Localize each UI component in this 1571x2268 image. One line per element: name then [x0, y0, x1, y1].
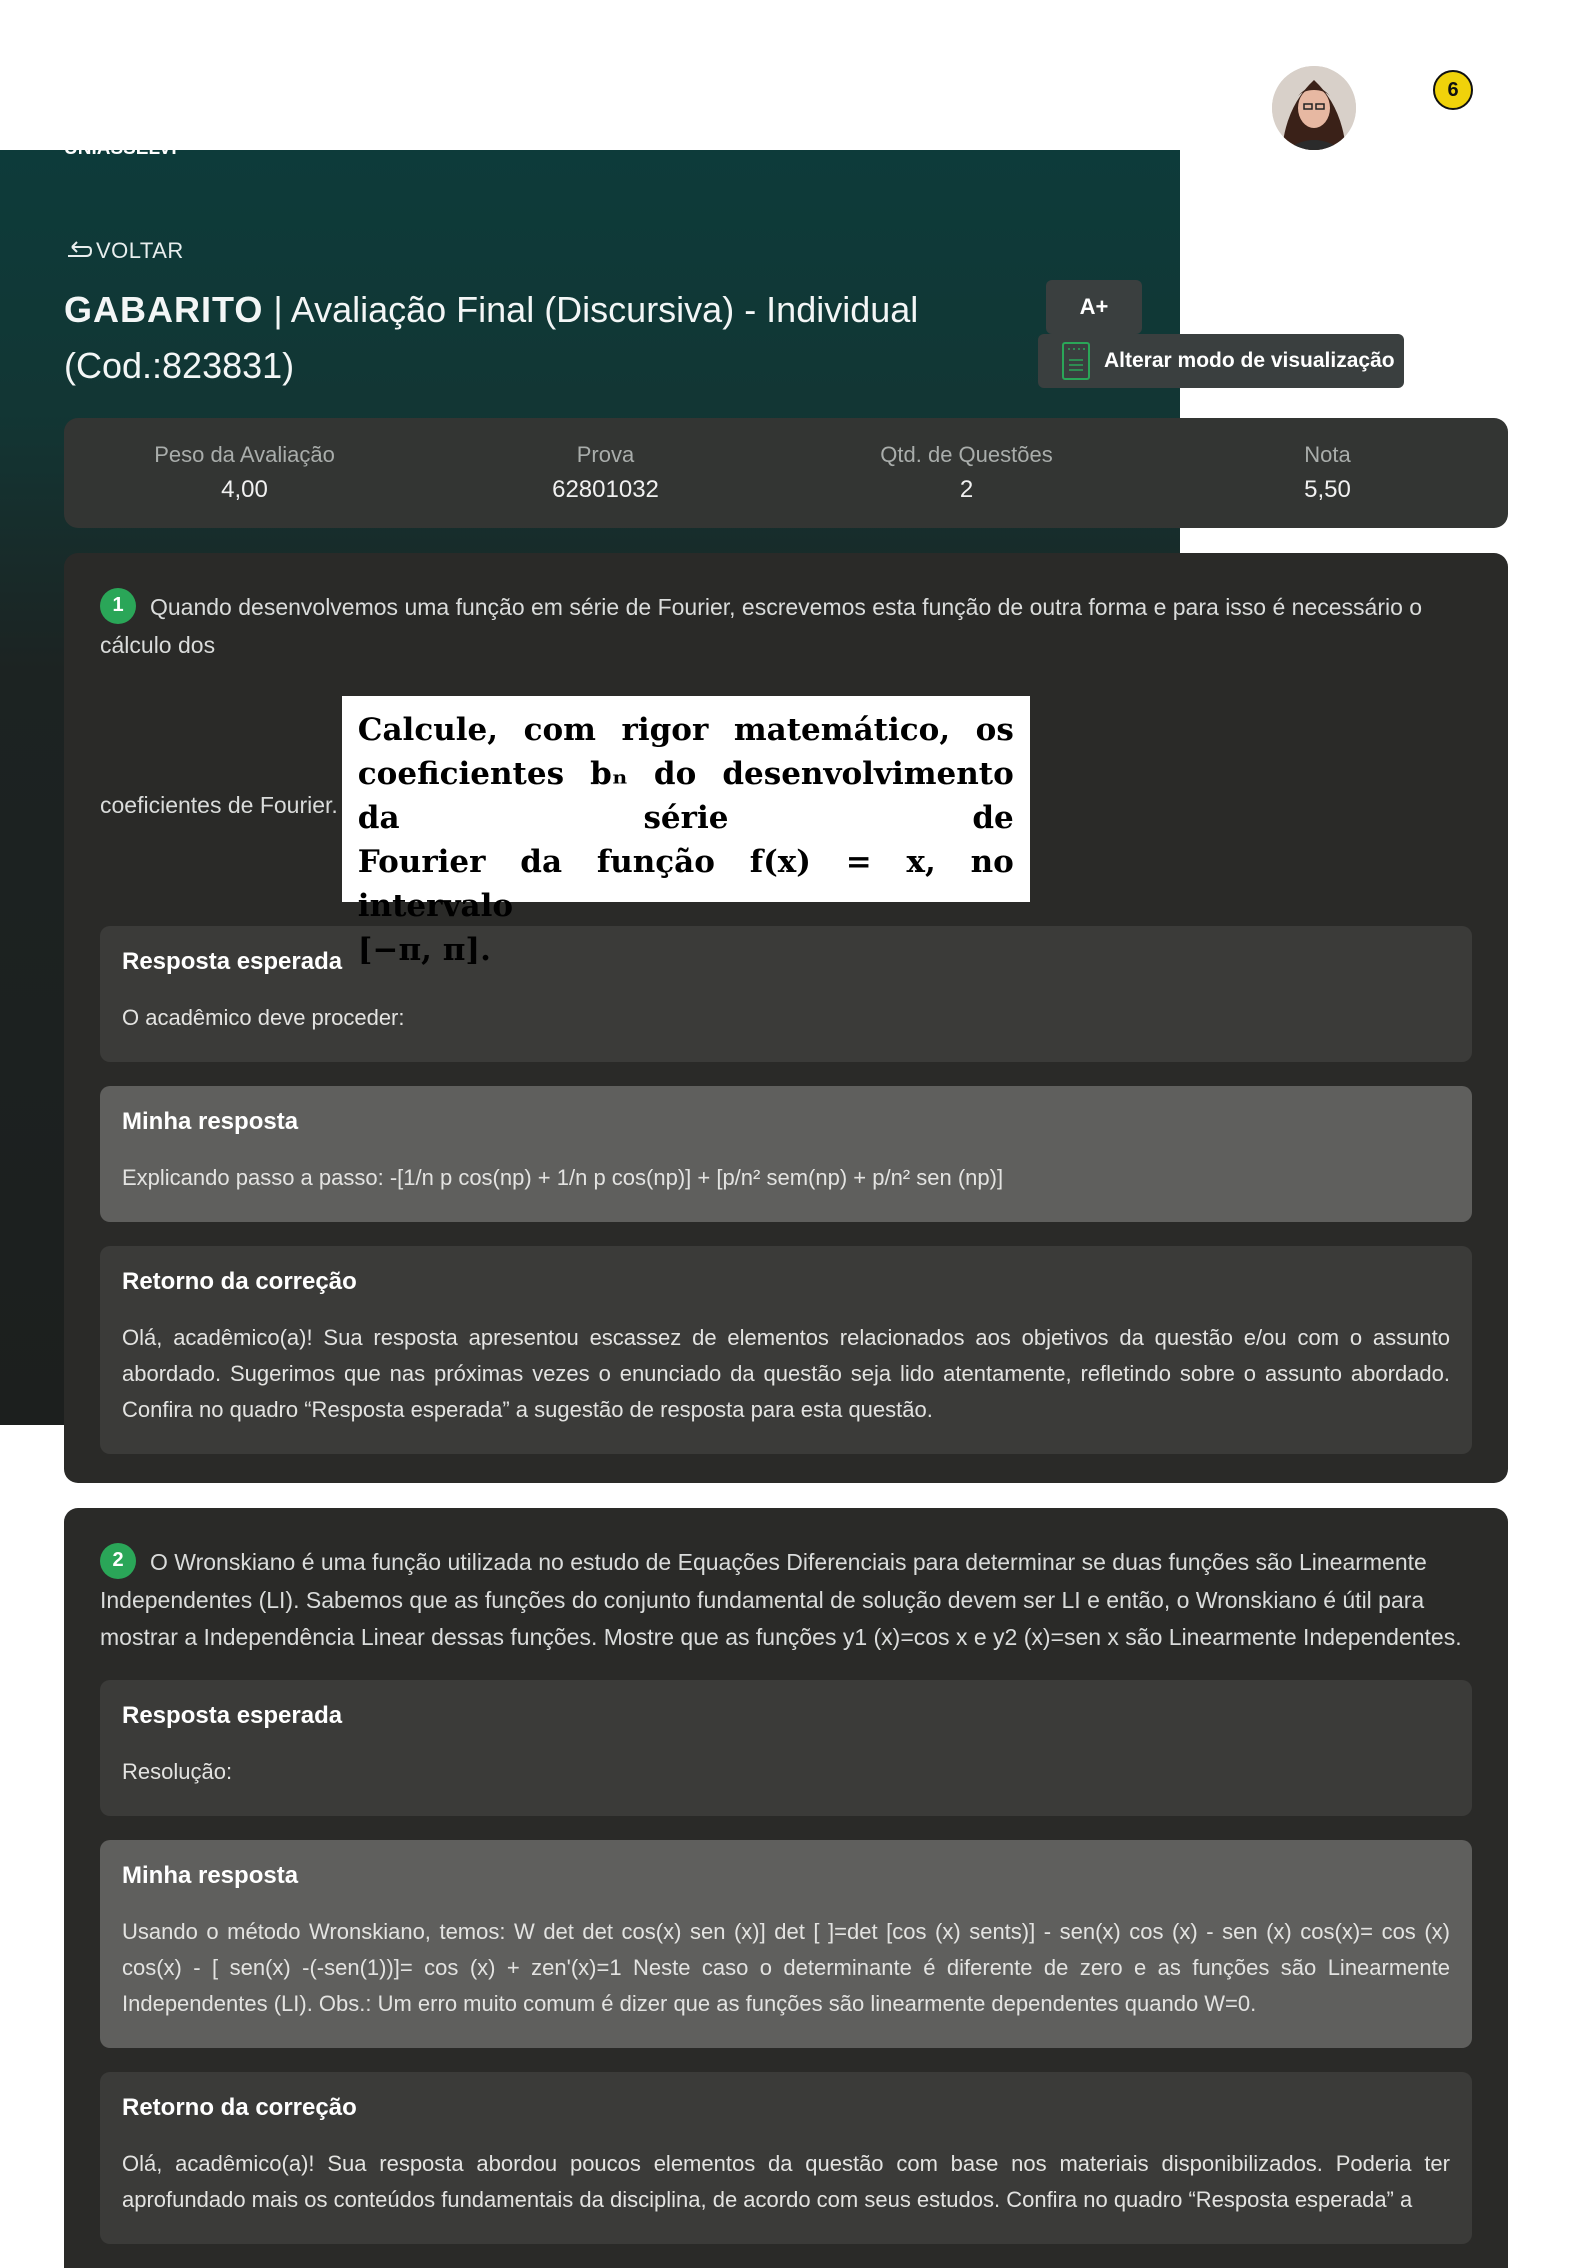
- question-statement: Quando desenvolvemos uma função em série de Fourier, escrevemos esta função de outra forma e para isso é necessário o cálculo dos: [100, 594, 1423, 658]
- page-title-rest: | Avaliação Final (Discursiva) - Individual (Cod.:823831): [64, 289, 919, 386]
- panel-text: Olá, acadêmico(a)! Sua resposta abordou poucos elementos da questão com base nos materiais disponibilizados. Poderia ter aprofundado mais os conteúdos fundamentais da disciplina, de acordo com seus estudos. Confira no quadro “Resposta esperada” a: [122, 2150, 1450, 2212]
- question-card-2: [64, 1508, 1508, 2268]
- notification-badge[interactable]: 6: [1433, 70, 1473, 110]
- panel-text: Usando o método Wronskiano, temos: W det det cos(x) sen (x)] det [ ]=det [cos (x) sents)] - sen(x) cos (x) - sen (x) cos(x)= cos (x) cos(x) - [ sen(x) -(-sen(1))]= cos (x) + zen'(x)=1 Neste caso o determinante é diferente de zero e as funções são Linearmente Independentes (LI). Obs.: Um erro muito comum é dizer que as funções são linearmente dependentes quando W=0.: [122, 1918, 1450, 2016]
- user-avatar-icon: [1272, 66, 1356, 150]
- my-answer-panel: [100, 1840, 1472, 2048]
- question-number-badge: 1: [100, 588, 136, 624]
- view-mode-label: Alterar modo de visualização: [1104, 349, 1395, 372]
- summary-grade: [1147, 442, 1508, 504]
- question-statement-continued: coeficientes de Fourier.: [100, 792, 338, 819]
- panel-title: Minha resposta: [122, 1861, 299, 1889]
- page-title: [64, 282, 1044, 394]
- panel-text: Explicando passo a passo: -[1/n p cos(np) + 1/n p cos(np)] + [p/n² sem(np) + p/n² sen (np)]: [122, 1164, 1004, 1190]
- page-title-strong: GABARITO: [64, 289, 264, 330]
- feedback-panel: [100, 2072, 1472, 2244]
- document-icon: [1062, 342, 1090, 380]
- panel-title: Retorno da correção: [122, 2093, 357, 2121]
- panel-text: O acadêmico deve proceder:: [122, 1004, 405, 1030]
- panel-title: Resposta esperada: [122, 947, 343, 975]
- question-statement: O Wronskiano é uma função utilizada no estudo de Equações Diferenciais para determinar se duas funções são Linearmente Independentes (LI). Sabemos que as funções do conjunto fundamental de solução devem ser LI e então, o Wronskiano é útil para mostrar a Independência Linear dessas funções. Mostre que as funções y1 (x)=cos x e y2 (x)=sen x são Linearmente Independentes.: [100, 1549, 1462, 1650]
- panel-title: Retorno da correção: [122, 1267, 357, 1295]
- summary-weight: [64, 442, 425, 504]
- panel-title: Resposta esperada: [122, 1701, 343, 1729]
- svg-text:UNIASSELVI: UNIASSELVI: [64, 138, 177, 156]
- back-label: VOLTAR: [96, 238, 184, 263]
- summary-label: Qtd. de Questões: [880, 442, 1053, 467]
- panel-text: Resolução:: [122, 1758, 233, 1784]
- evaluation-summary: [64, 418, 1508, 528]
- summary-label: Nota: [1304, 442, 1351, 467]
- return-arrow-icon: [64, 241, 92, 261]
- expected-answer-panel: [100, 1680, 1472, 1816]
- summary-label: Prova: [576, 442, 635, 467]
- uniasselvi-logo[interactable]: [62, 66, 214, 156]
- summary-exam: [425, 442, 786, 504]
- question-number-badge: 2: [100, 1543, 136, 1579]
- panel-text: Olá, acadêmico(a)! Sua resposta apresentou escassez de elementos relacionados aos objetivos da questão e/ou com o assunto abordado. Sugerimos que nas próximas vezes o enunciado da questão seja lido atentamente, refletindo sobre o assunto abordado. Confira no quadro “Resposta esperada” a sugestão de resposta para esta questão.: [122, 1324, 1450, 1422]
- formula-line: Fourier da função f(x) = x, no intervalo: [357, 843, 1014, 924]
- summary-value: 5,50: [1304, 476, 1351, 503]
- summary-value: 62801032: [552, 476, 659, 503]
- feedback-panel: [100, 1246, 1472, 1454]
- question-text: [100, 589, 1472, 664]
- my-answer-panel: [100, 1086, 1472, 1222]
- summary-question-count: [786, 442, 1147, 504]
- font-increase-button[interactable]: A+: [1046, 280, 1142, 334]
- back-link[interactable]: [64, 238, 184, 264]
- question-text: [100, 1544, 1472, 1656]
- formula-image: [342, 696, 1030, 968]
- panel-title: Minha resposta: [122, 1107, 299, 1135]
- summary-value: 4,00: [221, 476, 268, 503]
- formula-line: coeficientes bₙ do desenvolvimento da série de: [357, 755, 1014, 836]
- avatar[interactable]: [1272, 66, 1356, 150]
- summary-label: Peso da Avaliação: [154, 442, 335, 467]
- formula-line: [−π, π].: [357, 931, 491, 968]
- view-mode-button[interactable]: [1038, 334, 1404, 388]
- formula-line: Calcule, com rigor matemático, os: [357, 711, 1014, 748]
- question-card-1: [64, 553, 1508, 1483]
- summary-value: 2: [959, 476, 974, 503]
